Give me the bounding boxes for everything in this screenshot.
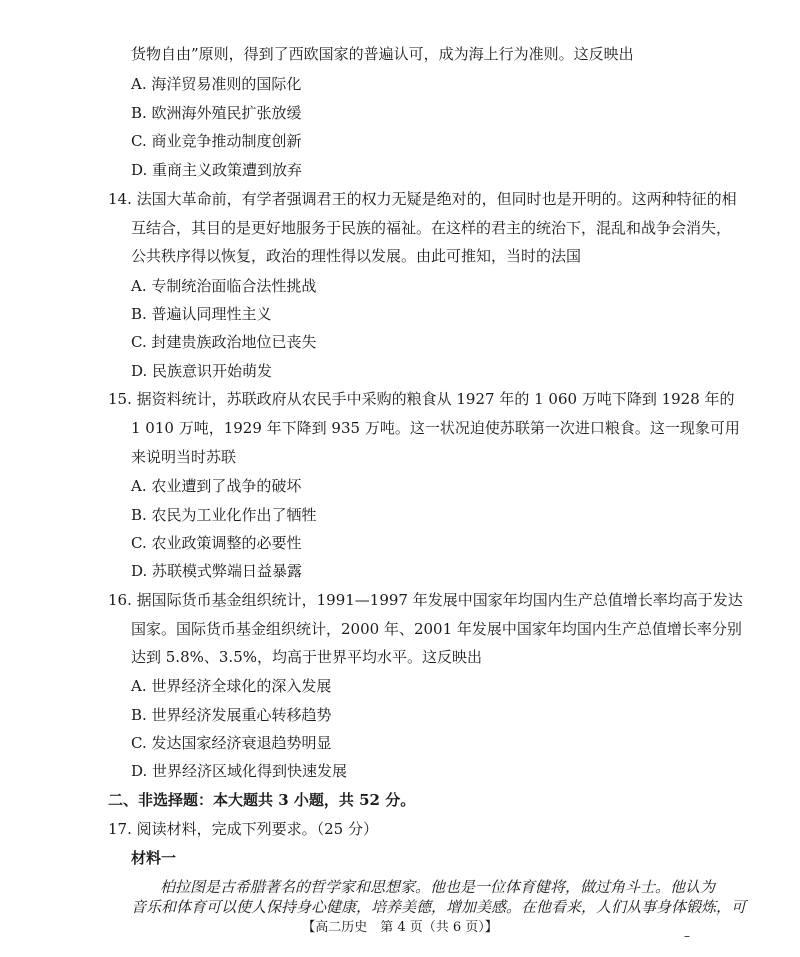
q14-option-b: B. 普遍认同理性主义 xyxy=(131,305,272,323)
q15-option-a: A. 农业遭到了战争的破坏 xyxy=(131,477,302,495)
q14-stem-line-2: 互结合，其目的是更好地服务于民族的福祉。在这样的君主的统治下，混乱和战争会消失， xyxy=(131,219,732,237)
q16-option-d: D. 世界经济区域化得到快速发展 xyxy=(131,762,348,780)
page-footer: 【高二历史 第 4 页（共 6 页）】 xyxy=(302,920,498,935)
q16-option-b: B. 世界经济发展重心转移趋势 xyxy=(131,706,332,724)
q13-option-b: B. 欧洲海外殖民扩张放缓 xyxy=(131,104,302,122)
q16-stem-line-1: 16. 据国际货币基金组织统计，1991—1997 年发展中国家年均国内生产总值增长率均高于发达 xyxy=(108,591,743,609)
q15-option-d: D. 苏联模式弊端日益暴露 xyxy=(131,562,303,580)
q15-option-b: B. 农民为工业化作出了牺牲 xyxy=(131,506,317,524)
q14-option-d: D. 民族意识开始萌发 xyxy=(131,362,273,380)
footer-mark: – xyxy=(684,929,690,943)
q14-stem-line-1: 14. 法国大革命前，有学者强调君王的权力无疑是绝对的，但同时也是开明的。这两种特征的相 xyxy=(108,190,737,208)
q13-option-c: C. 商业竞争推动制度创新 xyxy=(131,132,302,150)
q14-option-c: C. 封建贵族政治地位已丧失 xyxy=(131,333,317,351)
q17-stem: 17. 阅读材料，完成下列要求。（25 分） xyxy=(108,820,378,838)
q15-option-c: C. 农业政策调整的必要性 xyxy=(131,534,302,552)
q13-stem-tail: 货物自由”原则，得到了西欧国家的普遍认可，成为海上行为准则。这反映出 xyxy=(131,45,634,63)
section-title: 二、非选择题：本大题共 3 小题，共 52 分。 xyxy=(108,791,416,809)
q13-option-d: D. 重商主义政策遭到放弃 xyxy=(131,161,303,179)
q15-stem-line-2: 1 010 万吨，1929 年下降到 935 万吨。这一状况迫使苏联第一次进口粮食。这一现象可用 xyxy=(131,419,740,437)
material-line-2: 音乐和体育可以使人保持身心健康，培养美德，增加美感。在他看来，人们从事身体锻炼，可 xyxy=(131,898,747,916)
q13-option-a: A. 海洋贸易准则的国际化 xyxy=(131,75,302,93)
q15-stem-line-3: 来说明当时苏联 xyxy=(131,448,237,466)
material-line-1: 柏拉图是古希腊著名的哲学家和思想家。他也是一位体育健将，做过角斗士。他认为 xyxy=(160,878,716,896)
q16-stem-line-2: 国家。国际货币基金组织统计，2000 年、2001 年发展中国家年均国内生产总值增长率分别 xyxy=(131,620,742,638)
q15-stem-line-1: 15. 据资料统计，苏联政府从农民手中采购的粮食从 1927 年的 1 060 万吨下降到 1928 年的 xyxy=(108,390,735,408)
q14-stem-line-3: 公共秩序得以恢复，政治的理性得以发展。由此可推知，当时的法国 xyxy=(131,247,582,265)
q16-stem-line-3: 达到 5.8%、3.5%，均高于世界平均水平。这反映出 xyxy=(131,648,482,666)
q16-option-a: A. 世界经济全球化的深入发展 xyxy=(131,677,332,695)
q16-option-c: C. 发达国家经济衰退趋势明显 xyxy=(131,734,332,752)
q14-option-a: A. 专制统治面临合法性挑战 xyxy=(131,277,317,295)
material-title: 材料一 xyxy=(131,849,177,867)
